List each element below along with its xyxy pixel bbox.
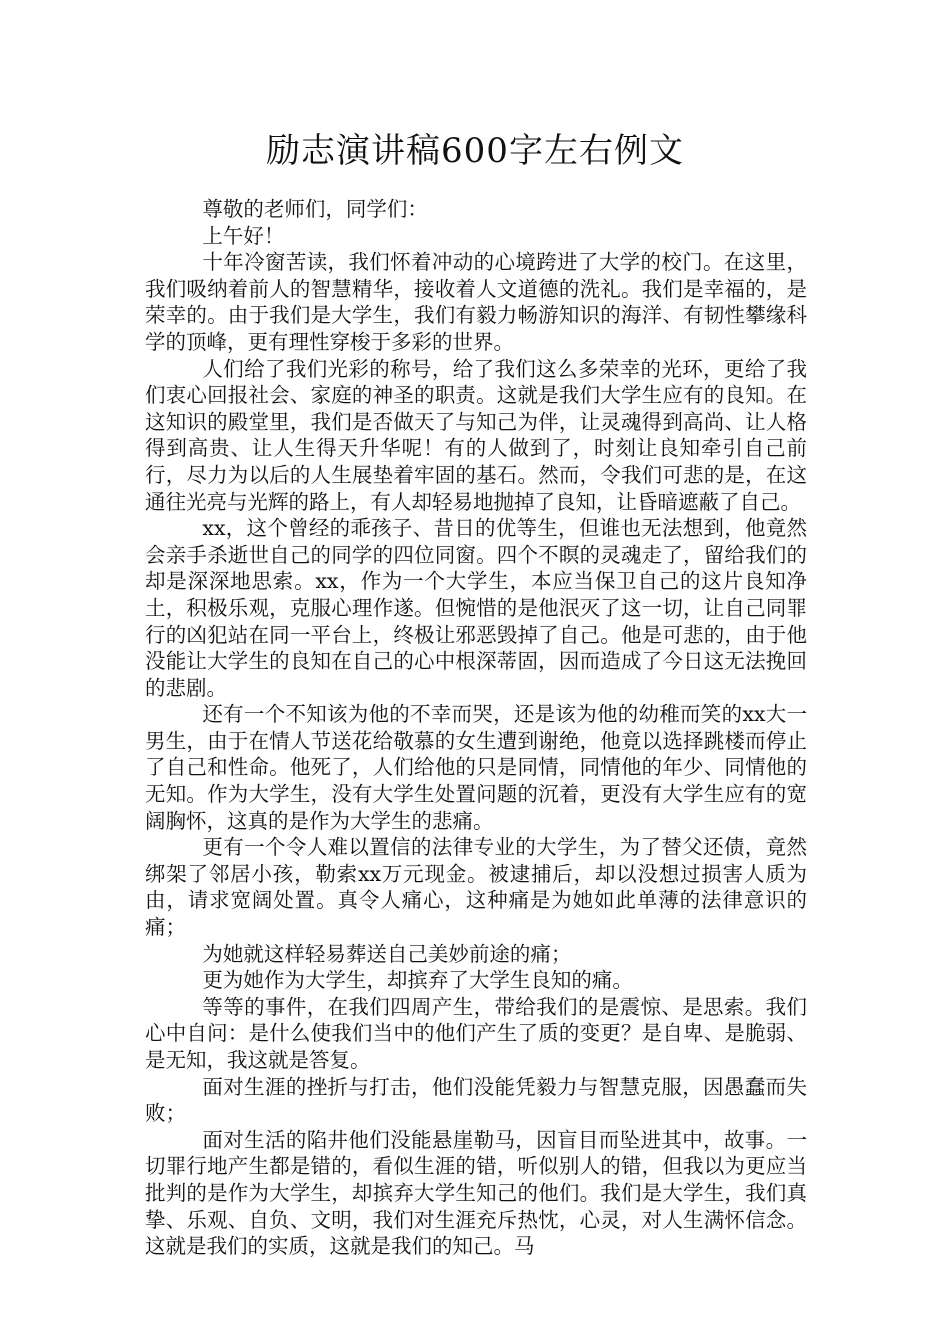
- salutation-line: 上午好！: [202, 223, 285, 248]
- body-paragraph: 人们给了我们光彩的称号，给了我们这么多荣幸的光环，更给了我们衷心回报社会、家庭的神圣的职责。这就是我们大学生应有的良知。在这知识的殿堂里，我们是否做天了与知己为伴，让灵魂得到高尚、让人格得到高贵、让人生得天升华呢！有的人做到了，时刻让良知牵引自己前行，尽力为以后的人生展垫着牢固的基石。然而，令我们可悲的是，在这通往光亮与光辉的路上，有人却轻易地抛掉了良知，让昏暗遮蔽了自己。: [145, 356, 807, 514]
- body-paragraph: 更有一个令人难以置信的法律专业的大学生，为了替父还债，竟然绑架了邻居小孩，勒索xx万元现金。被逮捕后，却以没想过损害人质为由，请求宽阔处置。真令人痛心，这种痛是为她如此单薄的法律意识的痛；: [145, 835, 807, 940]
- document-title: 励志演讲稿600字左右例文: [266, 131, 684, 171]
- body-paragraph: xx，这个曾经的乖孩子、昔日的优等生，但谁也无法想到，他竟然会亲手杀逝世自己的同学的四位同窗。四个不瞑的灵魂走了，留给我们的却是深深地思索。xx，作为一个大学生，本应当保卫自己的这片良知净土，积极乐观，克服心理作遂。但惋惜的是他泯灭了这一切，让自己同罪行的凶犯站在同一平台上，终极让邪恶毁掉了自己。他是可悲的，由于他没能让大学生的良知在自己的心中根深蒂固，因而造成了今日这无法挽回的悲剧。: [145, 516, 807, 700]
- greeting-line: 尊敬的老师们，同学们：: [202, 197, 428, 221]
- document-body: [145, 196, 807, 1260]
- body-paragraph: 面对生活的陷井他们没能悬崖勒马，因盲目而坠进其中，故事。一切罪行地产生都是错的，看似生涯的错，听似别人的错，但我以为更应当批判的是作为大学生，却摈弃大学生知己的他们。我们是大学生，我们真挚、乐观、自负、文明，我们对生涯充斥热忱，心灵，对人生满怀信念。这就是我们的实质，这就是我们的知己。马: [145, 1127, 807, 1259]
- body-paragraph: 更为她作为大学生，却摈弃了大学生良知的痛。: [202, 968, 633, 993]
- body-paragraph: 还有一个不知该为他的不幸而哭，还是该为他的幼稚而笑的xx大一男生，由于在情人节送花给敬慕的女生遭到谢绝，他竟以选择跳楼而停止了自己和性命。他死了，人们给他的只是同情，同情他的年少、同情他的无知。作为大学生，没有大学生处置问题的沉着，更没有大学生应有的宽阔胸怀，这真的是作为大学生的悲痛。: [145, 702, 807, 833]
- body-paragraph: 十年冷窗苦读，我们怀着冲动的心境跨进了大学的校门。在这里，我们吸纳着前人的智慧精华，接收着人文道德的洗礼。我们是幸福的，是荣幸的。由于我们是大学生，我们有毅力畅游知识的海洋、有韧性攀缘科学的顶峰，更有理性穿梭于多彩的世界。: [145, 250, 807, 354]
- body-paragraph: 面对生涯的挫折与打击，他们没能凭毅力与智慧克服，因愚蠢而失败；: [145, 1074, 807, 1126]
- body-paragraph: 等等的事件，在我们四周产生，带给我们的是震惊、是思索。我们心中自问：是什么使我们当中的他们产生了质的变更？是自卑、是脆弱、是无知，我这就是答复。: [145, 994, 807, 1072]
- body-paragraph: 为她就这样轻易葬送自己美妙前途的痛；: [202, 941, 572, 966]
